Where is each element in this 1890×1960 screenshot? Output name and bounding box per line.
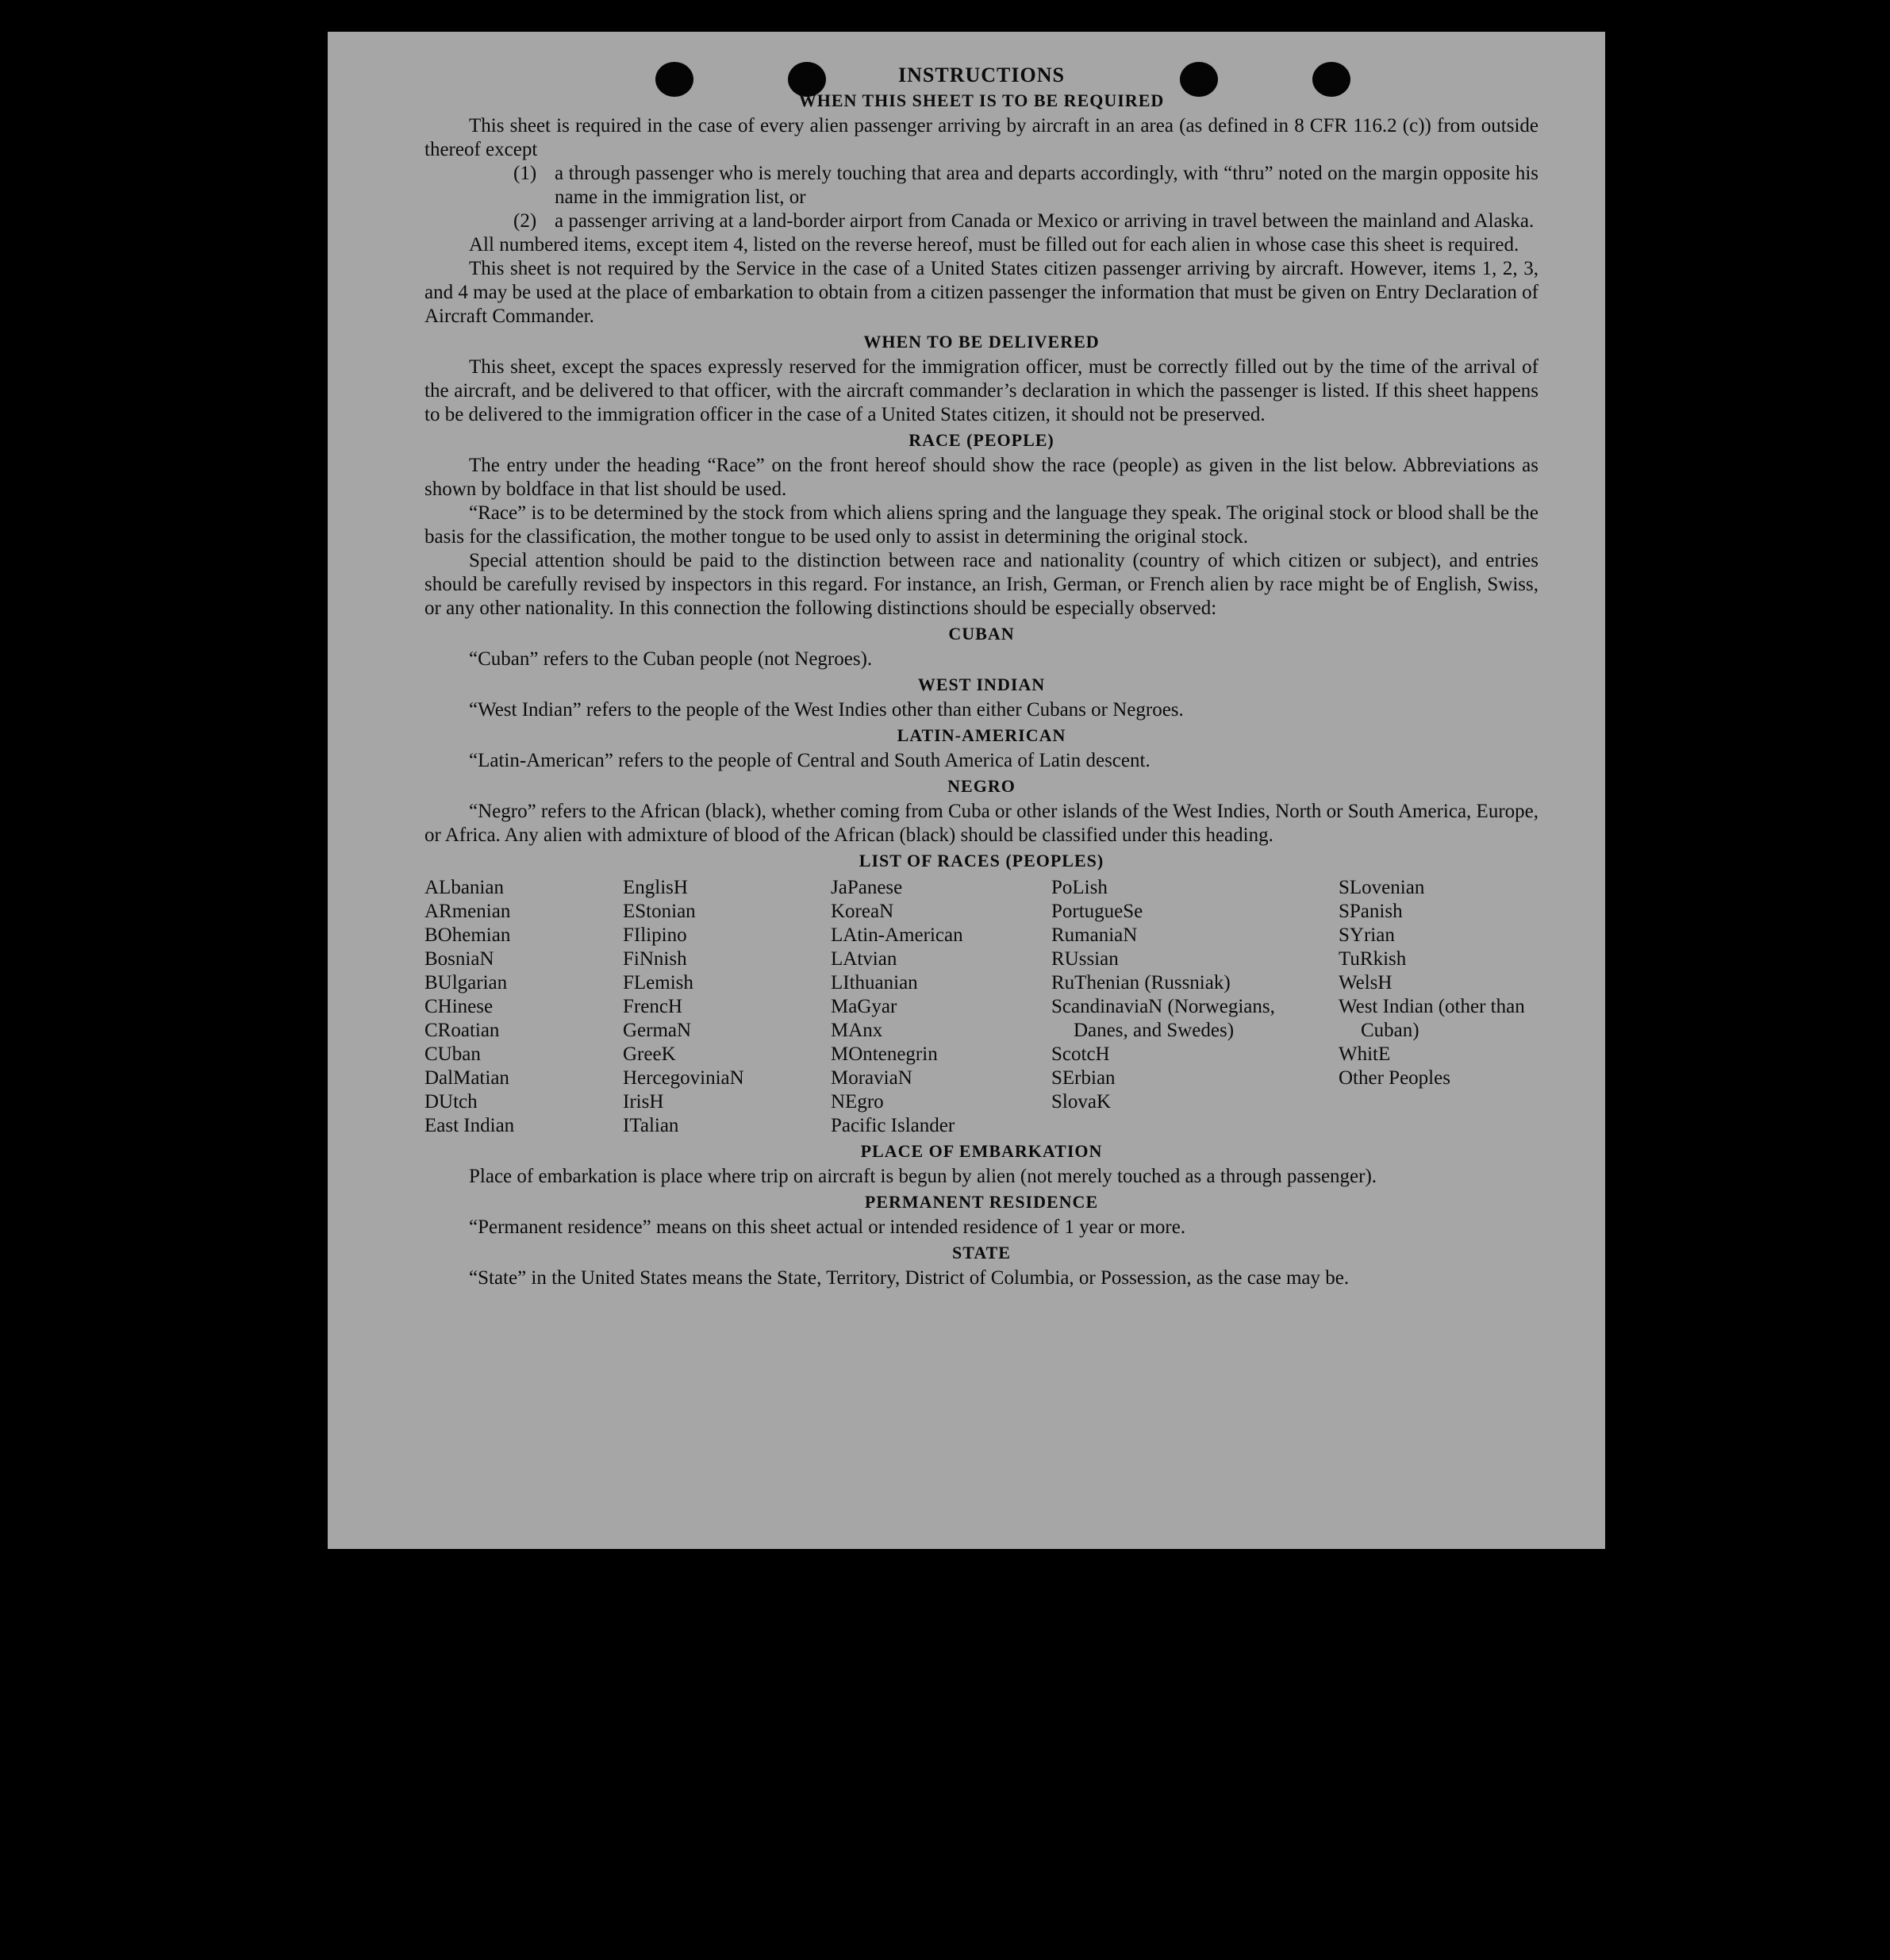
paragraph: “West Indian” refers to the people of the West Indies other than either Cubans or Negroes. bbox=[469, 699, 1184, 721]
section-heading: LIST OF RACES (PEOPLES) bbox=[859, 851, 1104, 870]
race-entry: CHinese bbox=[424, 996, 494, 1017]
race-entry: PoLish bbox=[1051, 877, 1108, 898]
instructions-text bbox=[424, 63, 1539, 1290]
race-entry: IrisH bbox=[623, 1091, 664, 1113]
race-column bbox=[1339, 876, 1539, 1138]
race-entry: GermaN bbox=[623, 1020, 692, 1041]
item-text: a through passenger who is merely touching that area and departs accordingly, with “thru” noted on the margin opposite his name in the immigration list, or bbox=[555, 163, 1539, 208]
section-heading: LATIN-AMERICAN bbox=[897, 725, 1066, 745]
paragraph: “Cuban” refers to the Cuban people (not Negroes). bbox=[469, 648, 873, 670]
paragraph: “Permanent residence” means on this sheet actual or intended residence of 1 year or more. bbox=[469, 1216, 1186, 1238]
race-entry: ScotcH bbox=[1051, 1043, 1110, 1065]
race-entry: CUban bbox=[424, 1043, 481, 1065]
race-entry: CRoatian bbox=[424, 1020, 500, 1041]
section-heading: CUBAN bbox=[948, 624, 1015, 644]
section-heading: PERMANENT RESIDENCE bbox=[864, 1192, 1099, 1212]
race-column bbox=[424, 876, 623, 1138]
race-entry: Pacific Islander bbox=[831, 1115, 955, 1136]
item-number: (1) bbox=[513, 163, 537, 184]
race-entry: KoreaN bbox=[831, 901, 894, 922]
race-entry: RuThenian (Russniak) bbox=[1051, 972, 1231, 993]
paragraph: “Negro” refers to the African (black), whether coming from Cuba or other islands of the West Indies, North or South America, Europe, or Africa. Any alien with admixture of blood of the African (black) should be classified under this heading. bbox=[424, 801, 1539, 846]
race-column bbox=[623, 876, 831, 1138]
paragraph: “State” in the United States means the State, Territory, District of Columbia, or Possession, as the case may be. bbox=[469, 1267, 1350, 1289]
race-entry: GreeK bbox=[623, 1043, 676, 1065]
race-entry: MoraviaN bbox=[831, 1067, 912, 1089]
section-heading: WEST INDIAN bbox=[917, 674, 1046, 694]
section-heading: STATE bbox=[952, 1243, 1011, 1262]
race-entry: SPanish bbox=[1339, 901, 1403, 922]
race-entry: SErbian bbox=[1051, 1067, 1116, 1089]
race-entry: FiNnish bbox=[623, 948, 687, 970]
list-item bbox=[513, 162, 1539, 209]
race-entry: LIthuanian bbox=[831, 972, 918, 993]
document-title: INSTRUCTIONS bbox=[898, 63, 1065, 86]
paragraph: “Race” is to be determined by the stock from which aliens spring and the language they speak. The original stock or blood shall be the basis for the classification, the mother tongue to be used only to assist in determining the original stock. bbox=[424, 502, 1539, 548]
race-entry: NEgro bbox=[831, 1091, 884, 1113]
race-entry: East Indian bbox=[424, 1115, 515, 1136]
paragraph: This sheet is required in the case of every alien passenger arriving by aircraft in an area (as defined in 8 CFR 116.2 (c)) from outside thereof except bbox=[424, 115, 1539, 160]
race-entry: WhitE bbox=[1339, 1043, 1391, 1065]
race-entry: ITalian bbox=[623, 1115, 679, 1136]
race-entry: BOhemian bbox=[424, 924, 511, 946]
race-entry: HercegoviniaN bbox=[623, 1067, 744, 1089]
section-heading: NEGRO bbox=[947, 776, 1016, 796]
race-entry: DalMatian bbox=[424, 1067, 509, 1089]
race-list bbox=[424, 876, 1539, 1138]
section-heading: WHEN TO BE DELIVERED bbox=[863, 332, 1100, 352]
paragraph: All numbered items, except item 4, listed on the reverse hereof, must be filled out for each alien in whose case this sheet is required. bbox=[469, 234, 1519, 256]
race-entry: SlovaK bbox=[1051, 1091, 1111, 1113]
race-entry: ALbanian bbox=[424, 877, 504, 898]
race-entry: FLemish bbox=[623, 972, 693, 993]
race-entry: SLovenian bbox=[1339, 877, 1425, 898]
section-heading: PLACE OF EMBARKATION bbox=[860, 1141, 1103, 1161]
item-number: (2) bbox=[513, 210, 537, 232]
race-entry: Other Peoples bbox=[1339, 1067, 1450, 1089]
race-entry: SYrian bbox=[1339, 924, 1395, 946]
race-entry: LAtvian bbox=[831, 948, 897, 970]
section-heading: WHEN THIS SHEET IS TO BE REQUIRED bbox=[798, 90, 1165, 110]
race-entry: LAtin-American bbox=[831, 924, 963, 946]
race-entry: FIlipino bbox=[623, 924, 687, 946]
paragraph: Special attention should be paid to the distinction between race and nationality (country of which citizen or subject), and entries should be carefully revised by inspectors in this regard. For instance, an Irish, German, or French alien by race might be of English, Swiss, or any other nationality. In this connection the following distinctions should be especially observed: bbox=[424, 550, 1539, 619]
paragraph: “Latin-American” refers to the people of Central and South America of Latin descent. bbox=[469, 750, 1151, 771]
section-heading: RACE (PEOPLE) bbox=[909, 430, 1054, 450]
paragraph: The entry under the heading “Race” on the front hereof should show the race (people) as given in the list below. Abbreviations as shown by boldface in that list should be used. bbox=[424, 455, 1539, 500]
race-entry: West Indian (other than Cuban) bbox=[1339, 996, 1525, 1041]
race-entry: MOntenegrin bbox=[831, 1043, 938, 1065]
race-entry: ARmenian bbox=[424, 901, 511, 922]
race-entry: BosniaN bbox=[424, 948, 494, 970]
race-entry: RumaniaN bbox=[1051, 924, 1138, 946]
race-entry: PortugueSe bbox=[1051, 901, 1143, 922]
race-entry: ScandinaviaN (Norwegians, Danes, and Swedes) bbox=[1051, 996, 1275, 1041]
document-sheet bbox=[328, 32, 1605, 1549]
race-entry: BUlgarian bbox=[424, 972, 508, 993]
race-entry: JaPanese bbox=[831, 877, 903, 898]
paragraph: This sheet is not required by the Service in the case of a United States citizen passenger arriving by aircraft. However, items 1, 2, 3, and 4 may be used at the place of embarkation to obtain from a citizen passenger the information that must be given on Entry Declaration of Aircraft Commander. bbox=[424, 258, 1539, 327]
race-entry: DUtch bbox=[424, 1091, 478, 1113]
race-entry: EStonian bbox=[623, 901, 696, 922]
race-entry: RUssian bbox=[1051, 948, 1119, 970]
race-entry: MAnx bbox=[831, 1020, 883, 1041]
race-entry: WelsH bbox=[1339, 972, 1393, 993]
race-entry: FrencH bbox=[623, 996, 682, 1017]
race-entry: EnglisH bbox=[623, 877, 688, 898]
race-column bbox=[1051, 876, 1339, 1138]
list-item bbox=[513, 209, 1539, 233]
race-column bbox=[831, 876, 1051, 1138]
paragraph: This sheet, except the spaces expressly reserved for the immigration officer, must be correctly filled out by the time of the arrival of the aircraft, and be delivered to that officer, with the aircraft commander’s declaration in which the passenger is listed. If this sheet happens to be delivered to the immigration officer in the case of a United States citizen, it should not be preserved. bbox=[424, 356, 1539, 425]
race-entry: MaGyar bbox=[831, 996, 897, 1017]
race-entry: TuRkish bbox=[1339, 948, 1407, 970]
paragraph: Place of embarkation is place where trip on aircraft is begun by alien (not merely touched as a through passenger). bbox=[469, 1166, 1377, 1187]
item-text: a passenger arriving at a land-border airport from Canada or Mexico or arriving in travel between the mainland and Alaska. bbox=[555, 210, 1535, 232]
